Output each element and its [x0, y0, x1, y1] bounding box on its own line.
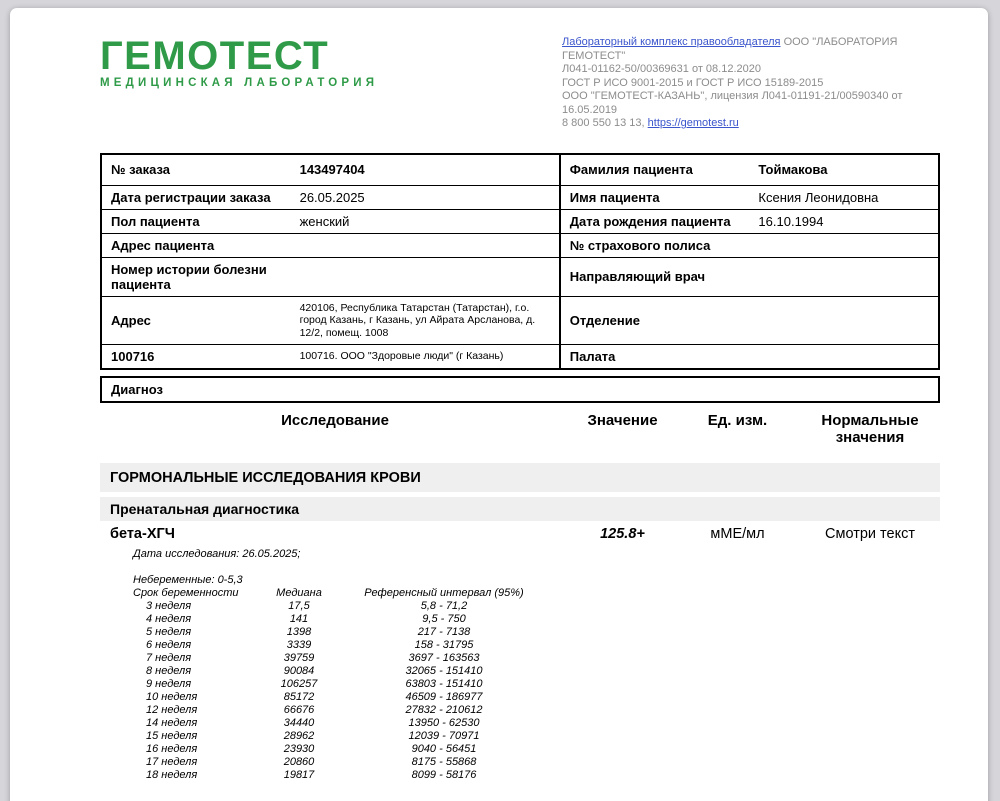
ref-header-median: Медиана — [276, 587, 322, 599]
ward-label: Палата — [560, 345, 750, 370]
ref-week: 6 неделя — [146, 639, 192, 651]
ref-interval: 8175 - 55868 — [411, 756, 477, 768]
test-normal-value: Смотри текст — [825, 526, 915, 542]
surname-value: Тоймакова — [758, 161, 828, 177]
ref-week: 15 неделя — [146, 730, 198, 742]
ref-week: 12 неделя — [146, 704, 198, 716]
test-result-row — [100, 526, 940, 542]
column-header-value: Значение — [587, 412, 658, 429]
ref-median: 106257 — [280, 678, 318, 690]
ref-median: 28962 — [283, 730, 315, 742]
ref-median: 39759 — [283, 652, 315, 664]
office-code-value: 100716. ООО "Здоровые люди" (г Казань) — [291, 345, 560, 370]
ref-interval: 63803 - 151410 — [405, 678, 483, 690]
ref-header-interval: Референсный интервал (95%) — [364, 587, 524, 599]
rights-holder-link[interactable]: Лабораторный комплекс правообладателя — [562, 36, 781, 48]
website-link[interactable]: https://gemotest.ru — [647, 117, 739, 129]
results-column-headers — [100, 412, 940, 446]
ref-median: 66676 — [283, 704, 315, 716]
ref-week: 16 неделя — [146, 743, 198, 755]
ref-interval: 217 - 7138 — [417, 626, 471, 638]
ref-week: 10 неделя — [146, 691, 198, 703]
surname-label: Фамилия пациента — [560, 154, 750, 186]
ref-median: 19817 — [283, 769, 315, 781]
nonpregnant-reference: Небеременные: 0-5,3 — [133, 574, 243, 586]
table-row — [101, 296, 939, 345]
birthdate-label: Дата рождения пациента — [560, 209, 750, 233]
department-value — [749, 296, 939, 345]
legal-line-3: ГОСТ Р ИСО 9001-2015 и ГОСТ Р ИСО 15189-2015 — [562, 76, 824, 89]
referring-doctor-label: Направляющий врач — [560, 257, 750, 296]
test-value: 125.8+ — [600, 526, 645, 542]
ref-interval: 27832 - 210612 — [405, 704, 483, 716]
test-comment-block — [100, 548, 940, 782]
ref-header-term: Срок беременности — [133, 587, 239, 599]
order-info-table — [100, 153, 940, 371]
test-unit: мМЕ/мл — [710, 526, 765, 542]
history-number-value — [291, 257, 560, 296]
column-header-normal: Нормальные значения — [821, 412, 919, 446]
ref-median: 85172 — [283, 691, 315, 703]
office-code-label: 100716 — [101, 345, 291, 370]
legal-info — [562, 36, 940, 131]
ref-interval: 158 - 31795 — [414, 639, 474, 651]
order-number-value: 143497404 — [299, 161, 365, 177]
ref-median: 141 — [289, 613, 309, 625]
insurance-label: № страхового полиса — [560, 233, 750, 257]
patient-address-value — [291, 233, 560, 257]
diagnosis-label: Диагноз — [111, 382, 163, 397]
ref-interval: 9,5 - 750 — [422, 613, 466, 625]
sex-label: Пол пациента — [101, 209, 291, 233]
report-header — [100, 36, 940, 131]
ref-median: 23930 — [283, 743, 315, 755]
firstname-value: Ксения Леонидовна — [749, 185, 939, 209]
table-row — [101, 257, 939, 296]
ref-median: 20860 — [283, 756, 315, 768]
ref-week: 17 неделя — [146, 756, 198, 768]
order-number-label: № заказа — [111, 162, 171, 177]
ref-interval: 9040 - 56451 — [411, 743, 477, 755]
reference-table — [133, 587, 940, 782]
legal-line-5 — [562, 117, 940, 131]
rights-holder-company: ООО "ЛАБОРАТОРИЯ ГЕМОТЕСТ" — [562, 36, 898, 62]
patient-address-label: Адрес пациента — [101, 233, 291, 257]
column-header-unit: Ед. изм. — [707, 412, 768, 429]
ref-median: 3339 — [286, 639, 312, 651]
sex-value: женский — [291, 209, 560, 233]
subsection-header: Пренатальная диагностика — [100, 497, 940, 521]
ref-median: 17,5 — [288, 600, 310, 612]
office-address-value: 420106, Республика Татарстан (Татарстан), г.о. город Казань, г Казань, ул Айрата Арсланова, д. 12/2, помещ. 1008 — [291, 296, 560, 345]
study-date: Дата исследования: 26.05.2025; — [133, 548, 301, 560]
table-row — [101, 209, 939, 233]
test-name: бета-ХГЧ — [110, 526, 175, 542]
logo-subtitle: МЕДИЦИНСКАЯ ЛАБОРАТОРИЯ — [100, 77, 379, 89]
ref-interval: 32065 - 151410 — [405, 665, 483, 677]
legal-line-4: ООО "ГЕМОТЕСТ-КАЗАНЬ", лицензия Л041-01191-21/00590340 от 16.05.2019 — [562, 90, 903, 116]
table-row — [101, 185, 939, 209]
ref-interval: 12039 - 70971 — [408, 730, 480, 742]
ref-week: 14 неделя — [146, 717, 198, 729]
ref-week: 5 неделя — [146, 626, 192, 638]
birthdate-value: 16.10.1994 — [749, 209, 939, 233]
department-label: Отделение — [560, 296, 750, 345]
section-header: ГОРМОНАЛЬНЫЕ ИССЛЕДОВАНИЯ КРОВИ — [100, 463, 940, 492]
ref-median: 90084 — [283, 665, 315, 677]
column-header-study: Исследование — [281, 412, 389, 429]
ref-interval: 46509 - 186977 — [405, 691, 483, 703]
history-number-label: Номер истории болезни пациента — [101, 257, 291, 296]
ref-week: 3 неделя — [146, 600, 192, 612]
ref-median: 34440 — [283, 717, 315, 729]
legal-line-2: Л041-01162-50/00369631 от 08.12.2020 — [562, 63, 761, 75]
table-row — [101, 377, 939, 402]
table-row — [101, 233, 939, 257]
ref-week: 18 неделя — [146, 769, 198, 781]
legal-line-1 — [562, 36, 940, 63]
gemotest-logo — [100, 36, 378, 89]
insurance-value — [749, 233, 939, 257]
office-address-label: Адрес — [101, 296, 291, 345]
table-row — [101, 345, 939, 370]
table-row — [101, 154, 939, 186]
logo-title: ГЕМОТЕСТ — [100, 34, 330, 78]
registration-date-value: 26.05.2025 — [291, 185, 560, 209]
ward-value — [749, 345, 939, 370]
lab-report-page — [10, 8, 988, 801]
ref-week: 9 неделя — [146, 678, 192, 690]
ref-interval: 8099 - 58176 — [411, 769, 477, 781]
phone-number: 8 800 550 13 13, — [562, 117, 648, 129]
ref-median: 1398 — [286, 626, 312, 638]
referring-doctor-value — [749, 257, 939, 296]
ref-week: 4 неделя — [146, 613, 192, 625]
diagnosis-table — [100, 376, 940, 403]
ref-week: 7 неделя — [146, 652, 192, 664]
ref-week: 8 неделя — [146, 665, 192, 677]
ref-interval: 5,8 - 71,2 — [420, 600, 468, 612]
firstname-label: Имя пациента — [560, 185, 750, 209]
ref-interval: 13950 - 62530 — [408, 717, 480, 729]
ref-interval: 3697 - 163563 — [408, 652, 480, 664]
registration-date-label: Дата регистрации заказа — [101, 185, 291, 209]
